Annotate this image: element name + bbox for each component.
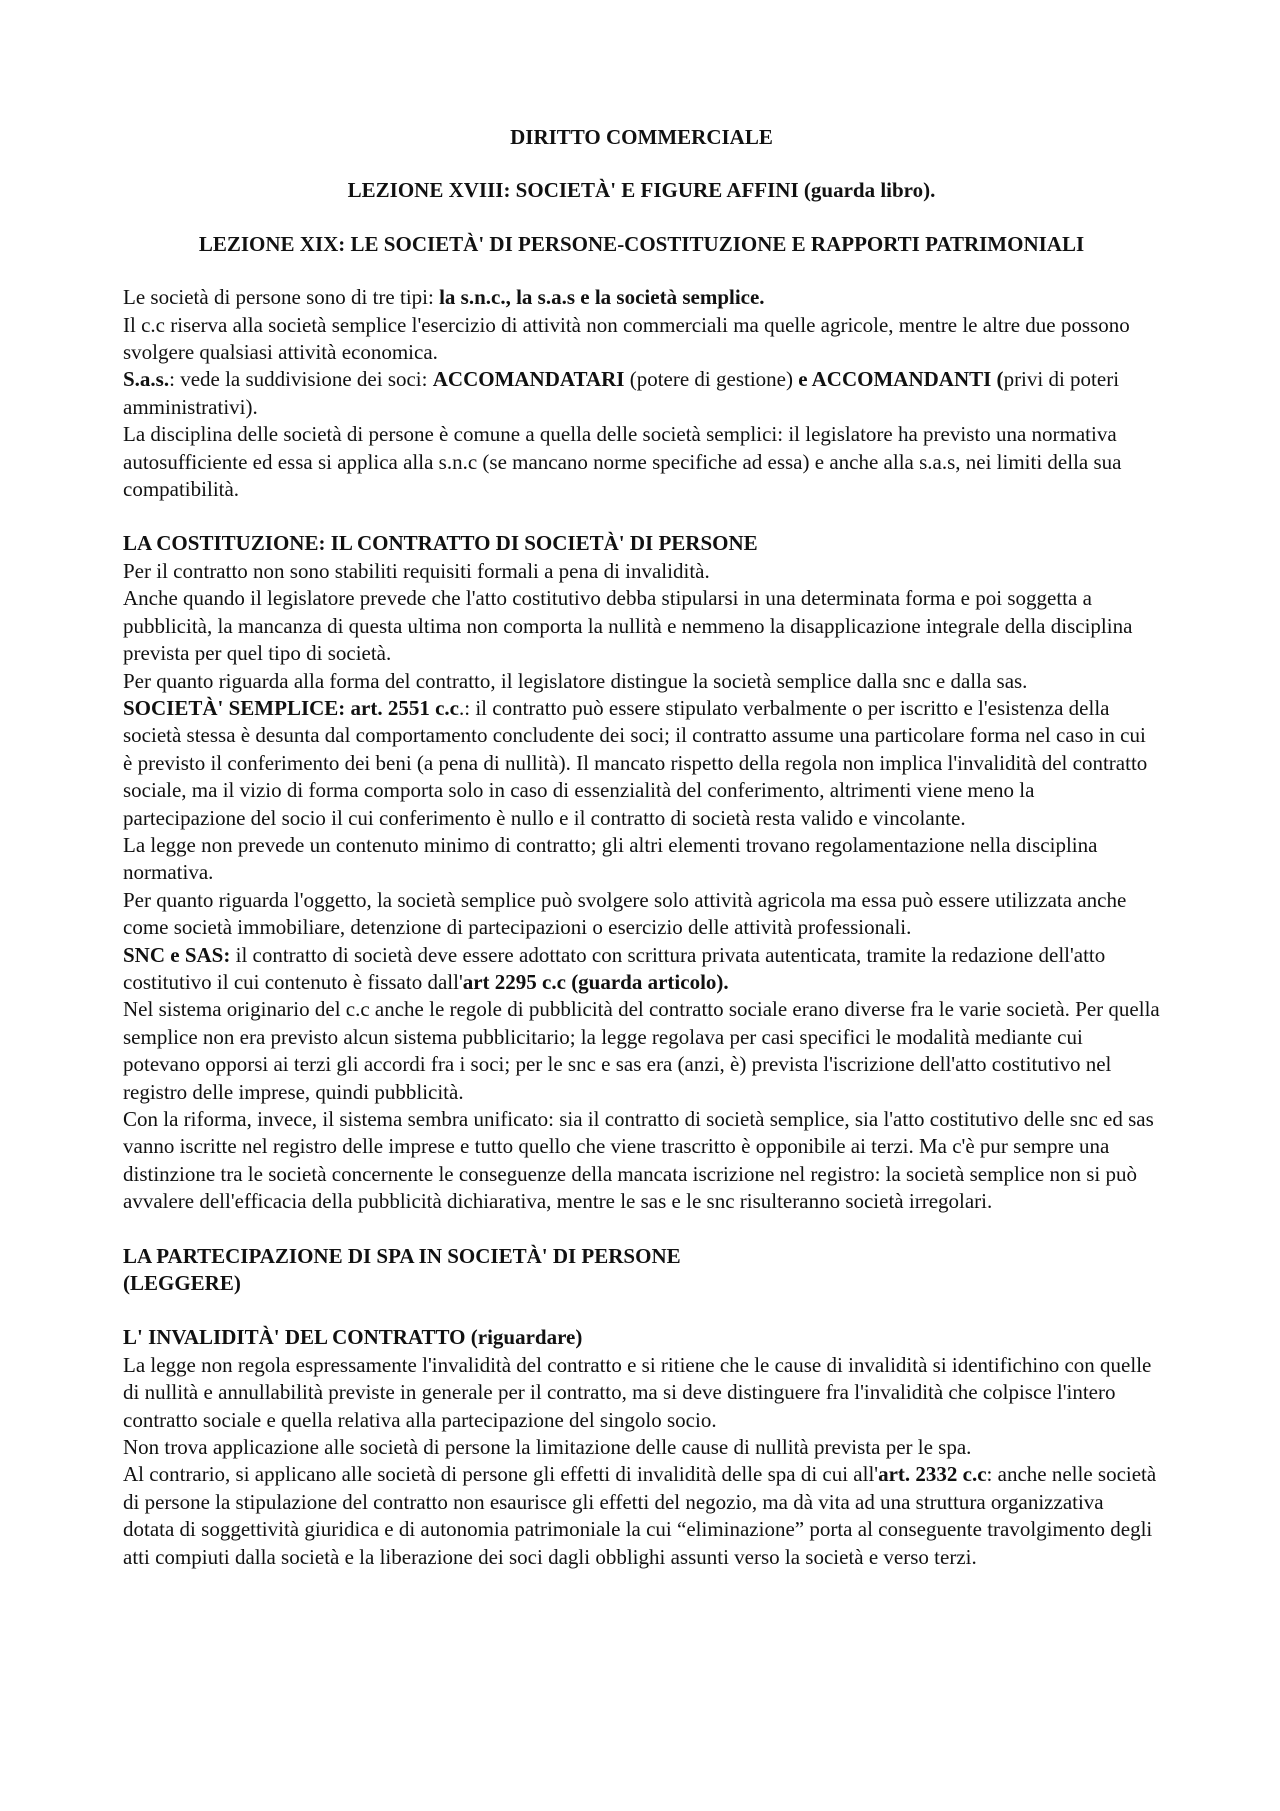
societa-semplice-text: .: il contratto può essere stipulato verbalmente o per iscritto e l'esistenza della società stessa è desunta dal comportamento concludente dei soci; il contratto assume una particolare forma nel caso in cui è previsto il conferimento dei beni (a pena di nullità). Il mancato rispetto della regola non implica l'invalidità del contratto sociale, ma il vizio di forma comporta solo in caso di essenzialità del conferimento, altrimenti viene meno la partecipazione del socio il cui conferimento è nullo e il contratto di società resta valido e vincolante. [123, 695, 1148, 830]
invalidita-paragraph-2: Non trova applicazione alle società di persone la limitazione delle cause di nullità prevista per le spa. [123, 1435, 972, 1460]
lesson-18-heading: LEZIONE XVIII: SOCIETÀ' E FIGURE AFFINI (guarda libro). [347, 178, 936, 203]
societa-semplice-paragraph [123, 695, 1160, 832]
partecipazione-heading: LA PARTECIPAZIONE DI SPA IN SOCIETÀ' DI PERSONE [123, 1243, 681, 1268]
intro-text: Le società di persone sono di tre tipi: [123, 285, 440, 310]
intro-paragraph-3 [123, 366, 1160, 421]
accomandanti-text: privi di poteri amministrativi). [123, 367, 1120, 419]
costituzione-paragraph-1: Per il contratto non sono stabiliti requisiti formali a pena di invalidità. [123, 558, 710, 583]
costituzione-section [123, 530, 1160, 1215]
document-title: DIRITTO COMMERCIALE [510, 125, 773, 149]
intro-paragraph-2: Il c.c riserva alla società semplice l'esercizio di attività non commerciali ma quelle agricole, mentre le altre due possono svolgere qualsiasi attività economica. [123, 312, 1130, 365]
sas-text: : vede la suddivisione dei soci: [169, 367, 433, 392]
invalidita-heading: L' INVALIDITÀ' DEL CONTRATTO (riguardare) [123, 1325, 583, 1350]
intro-emphasis: la s.n.c., la s.a.s e la società semplice. [439, 285, 765, 310]
intro-paragraph-4: La disciplina delle società di persone è comune a quella delle società semplici: il legislatore ha previsto una normativa autosufficiente ed essa si applica alla s.n.c (se mancano norme specifiche ad essa) e anche alla s.a.s, nei limiti della sua compatibilità. [123, 422, 1122, 502]
invalidita-text: Al contrario, si applicano alle società di persone gli effetti di invalidità delle spa di cui all' [123, 1462, 879, 1487]
accomandanti-label: e ACCOMANDANTI ( [798, 367, 1004, 392]
costituzione-paragraph-6: Per quanto riguarda l'oggetto, la società semplice può svolgere solo attività agricola ma essa può essere utilizzata anche come società immobiliare, detenzione di partecipazioni o esercizio delle attività professionali. [123, 887, 1127, 940]
costituzione-paragraph-8: Nel sistema originario del c.c anche le regole di pubblicità del contratto sociale erano diverse fra le varie società. Per quella semplice non era previsto alcun sistema pubblicitario; la legge regolava per casi specifici le modalità mediante cui potevano opporsi ai terzi gli accordi fra i soci; per le snc e sas era (anzi, è) prevista l'iscrizione dell'atto costitutivo nel registro delle imprese, quindi pubblicità. [123, 997, 1160, 1104]
snc-sas-label: SNC e SAS: [123, 942, 231, 967]
costituzione-paragraph-9: Con la riforma, invece, il sistema sembra unificato: sia il contratto di società semplice, sia l'atto costitutivo delle snc ed sas vanno iscritte nel registro delle imprese e tutto quello che viene trascritto è opponibile ai terzi. Ma c'è pur sempre una distinzione tra le società concernente le conseguenze della mancata iscrizione nel registro: la società semplice non si può avvalere dell'efficacia della pubblicità dichiarativa, mentre le sas e le snc risulteranno società irregolari. [123, 1107, 1154, 1214]
partecipazione-note: (LEGGERE) [123, 1271, 241, 1296]
art-2332-reference: art. 2332 c.c [878, 1462, 987, 1487]
snc-sas-text: il contratto di società deve essere adottato con scrittura privata autenticata, tramite la redazione dell'atto costitutivo il cui contenuto è fissato dall' [123, 942, 1106, 994]
costituzione-paragraph-2: Anche quando il legislatore prevede che l'atto costitutivo debba stipularsi in una determinata forma e poi soggetta a pubblicità, la mancanza di questa ultima non comporta la nullità e nemmeno la disapplicazione integrale della disciplina prevista per quel tipo di società. [123, 586, 1133, 666]
spacer [123, 1216, 1160, 1243]
societa-semplice-label: SOCIETÀ' SEMPLICE: art. 2551 c.c [123, 695, 459, 720]
sas-label: S.a.s. [123, 367, 170, 392]
costituzione-heading: LA COSTITUZIONE: IL CONTRATTO DI SOCIETÀ' DI PERSONE [123, 531, 758, 556]
accomandatari-text: (potere di gestione) [624, 367, 799, 392]
snc-sas-paragraph [123, 942, 1160, 997]
art-2295-reference: art 2295 c.c (guarda articolo). [462, 969, 729, 994]
spacer [123, 503, 1160, 530]
intro-section [123, 284, 1160, 503]
lesson-19-heading: LEZIONE XIX: LE SOCIETÀ' DI PERSONE-COSTITUZIONE E RAPPORTI PATRIMONIALI [198, 231, 1085, 256]
intro-paragraph-1 [123, 284, 1160, 311]
spacer [123, 1297, 1160, 1324]
invalidita-paragraph-1: La legge non regola espressamente l'invalidità del contratto e si ritiene che le cause di invalidità si identifichino con quelle di nullità e annullabilità previste in generale per il contratto, ma si deve distinguere fra l'invalidità che colpisce l'intero contratto sociale e quella relativa alla partecipazione del singolo socio. [123, 1352, 1152, 1432]
invalidita-paragraph-3 [123, 1461, 1160, 1571]
invalidita-text-continued: : anche nelle società di persone la stipulazione del contratto non esaurisce gli effetti del negozio, ma dà vita ad una struttura organizzativa dotata di soggettività giuridica e di autonomia patrimoniale la cui “eliminazione” porta al conseguente travolgimento degli atti compiuti dalla società e la liberazione dei soci dagli obblighi assunti verso la società e verso terzi. [123, 1462, 1157, 1569]
invalidita-section [123, 1324, 1160, 1571]
costituzione-paragraph-5: La legge non prevede un contenuto minimo di contratto; gli altri elementi trovano regolamentazione nella disciplina normativa. [123, 832, 1098, 885]
partecipazione-section [123, 1243, 1160, 1298]
costituzione-paragraph-3: Per quanto riguarda alla forma del contratto, il legislatore distingue la società semplice dalla snc e dalla sas. [123, 668, 1028, 693]
accomandatari-label: ACCOMANDATARI [432, 367, 625, 392]
